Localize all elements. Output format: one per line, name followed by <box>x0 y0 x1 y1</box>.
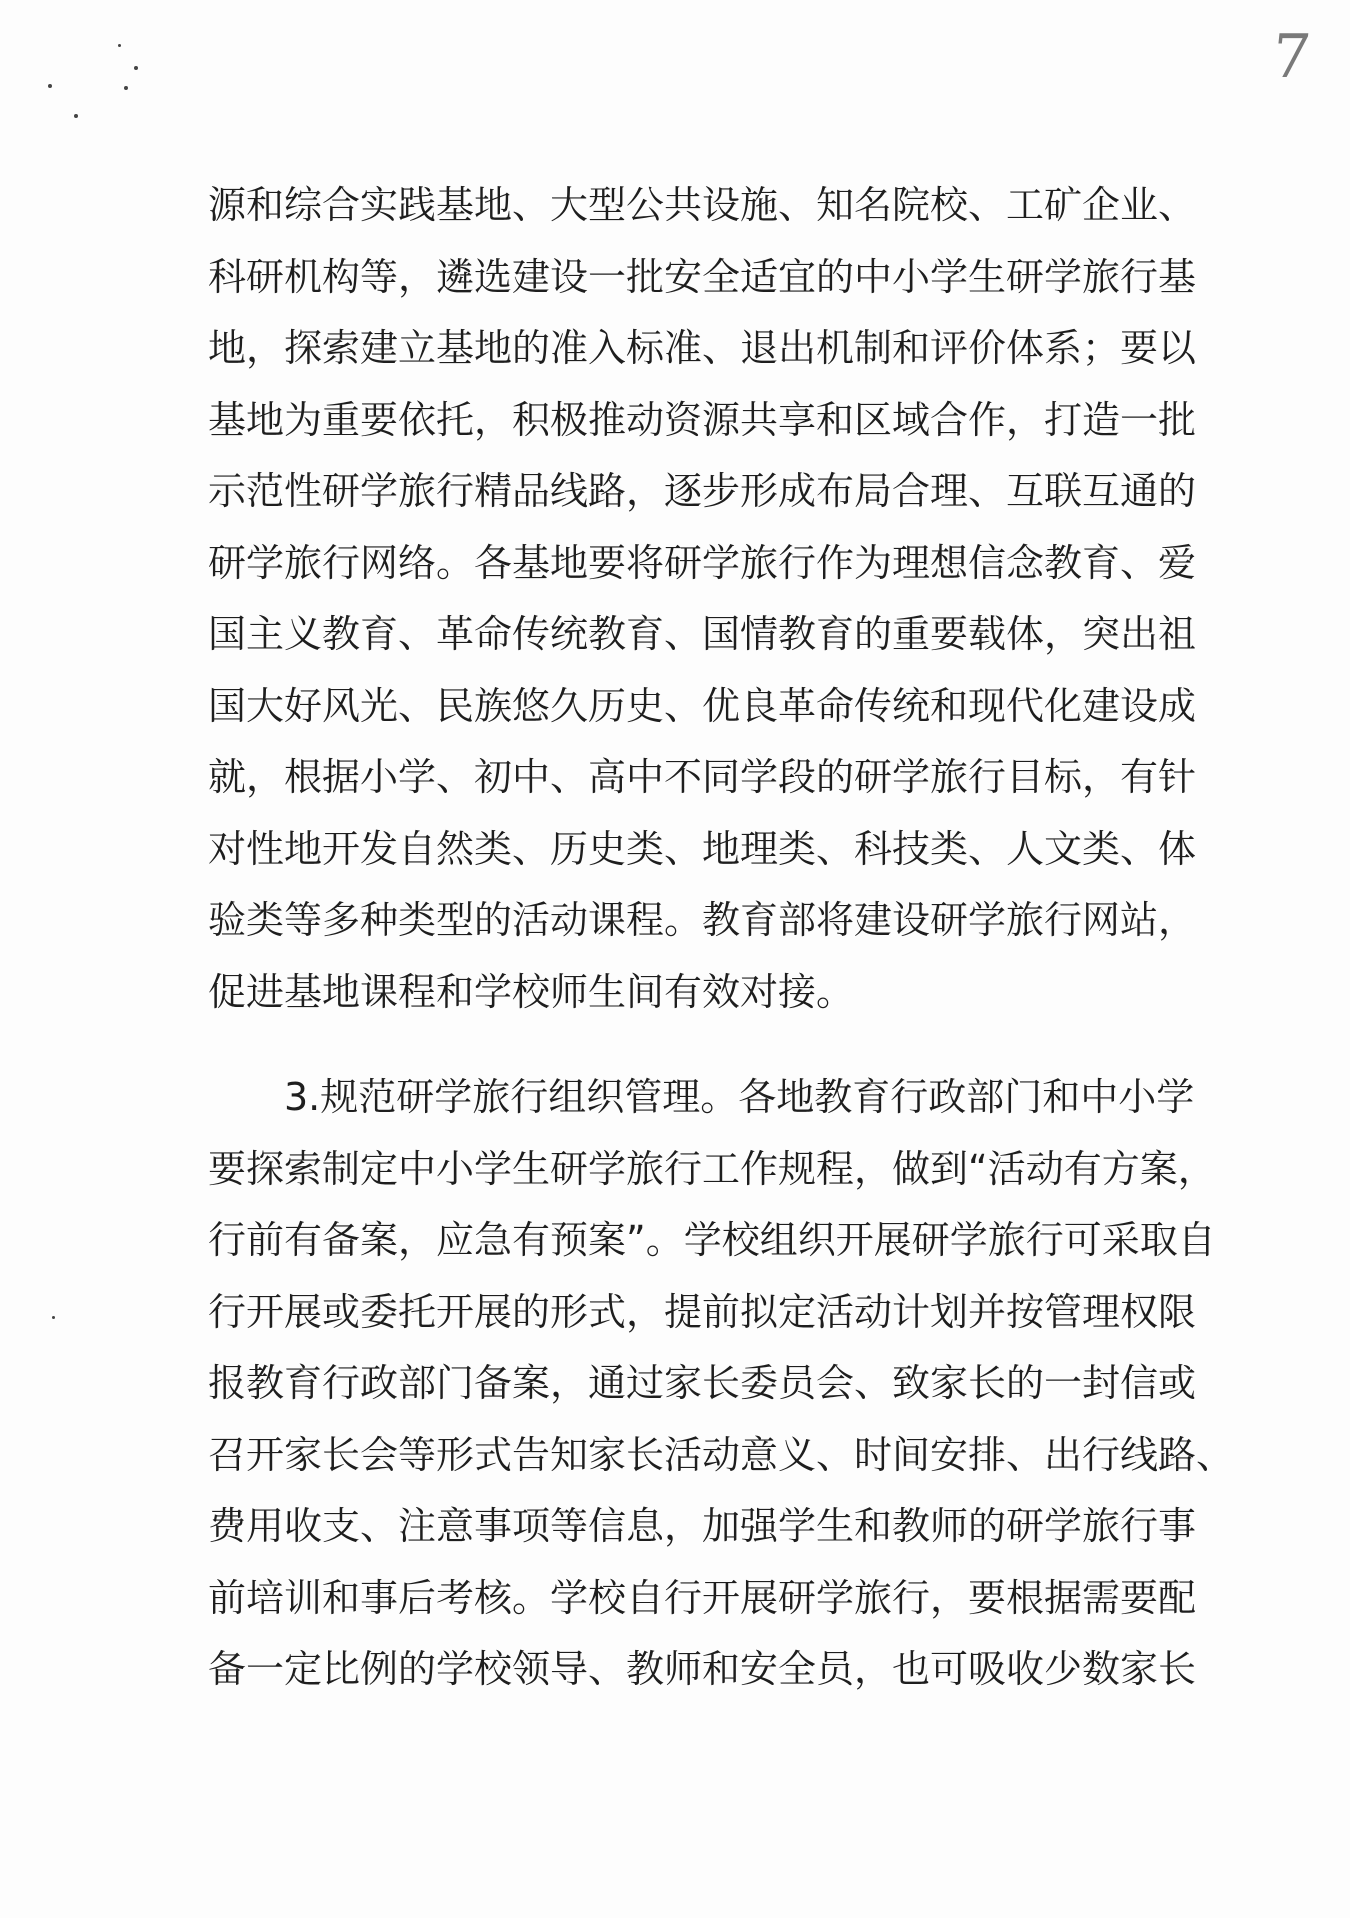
scan-speck <box>124 86 128 90</box>
text-line: 就，根据小学、初中、高中不同学段的研学旅行目标，有针 <box>208 755 1197 799</box>
text-line: 科研机构等，遴选建设一批安全适宜的中小学生研学旅行基 <box>208 254 1197 299</box>
text-line: 备一定比例的学校领导、教师和安全员，也可吸收少数家长 <box>208 1647 1197 1691</box>
text-line: 行开展或委托开展的形式，提前拟定活动计划并按管理权限 <box>208 1289 1197 1334</box>
text-line: 费用收支、注意事项等信息，加强学生和教师的研学旅行事 <box>208 1504 1197 1548</box>
text-line: 报教育行政部门备案，通过家长委员会、致家长的一封信或 <box>208 1361 1197 1405</box>
text-line: 示范性研学旅行精品线路，逐步形成布局合理、互联互通的 <box>208 469 1197 513</box>
handwritten-page-number: 7 <box>1268 22 1314 92</box>
paragraph-spacing <box>208 1028 1148 1062</box>
paragraph-organization-management <box>208 1062 1235 1706</box>
text-line: 前培训和事后考核。学校自行开展研学旅行，要根据需要配 <box>208 1575 1197 1620</box>
text-line: 验类等多种类型的活动课程。教育部将建设研学旅行网站， <box>208 898 1197 942</box>
scan-speck <box>48 84 52 88</box>
text-line: 国主义教育、革命传统教育、国情教育的重要载体，突出祖 <box>208 612 1197 656</box>
text-line: 行前有备案，应急有预案”。学校组织开展研学旅行可采取自 <box>208 1218 1216 1262</box>
text-line: 地，探索建立基地的准入标准、退出机制和评价体系；要以 <box>208 326 1197 370</box>
scan-speck <box>74 114 78 118</box>
text-line: 研学旅行网络。各基地要将研学旅行作为理想信念教育、爱 <box>208 540 1197 585</box>
text-line: 召开家长会等形式告知家长活动意义、时间安排、出行线路、 <box>208 1432 1235 1477</box>
text-line: 要探索制定中小学生研学旅行工作规程，做到“活动有方案， <box>208 1146 1216 1191</box>
text-line: 国大好风光、民族悠久历史、优良革命传统和现代化建设成 <box>208 683 1197 728</box>
scan-speck <box>134 66 138 70</box>
document-body <box>208 170 1235 1706</box>
scan-speck <box>118 44 121 47</box>
text-line: 3.规范研学旅行组织管理。各地教育行政部门和中小学 <box>208 1075 1195 1119</box>
paragraph-base-construction <box>208 170 1197 1028</box>
text-line: 对性地开发自然类、历史类、地理类、科技类、人文类、体 <box>208 826 1197 871</box>
scan-speck <box>52 1316 55 1319</box>
text-line: 基地为重要依托，积极推动资源共享和区域合作，打造一批 <box>208 397 1197 442</box>
text-line: 促进基地课程和学校师生间有效对接。 <box>208 969 855 1014</box>
text-line: 源和综合实践基地、大型公共设施、知名院校、工矿企业、 <box>208 183 1197 227</box>
